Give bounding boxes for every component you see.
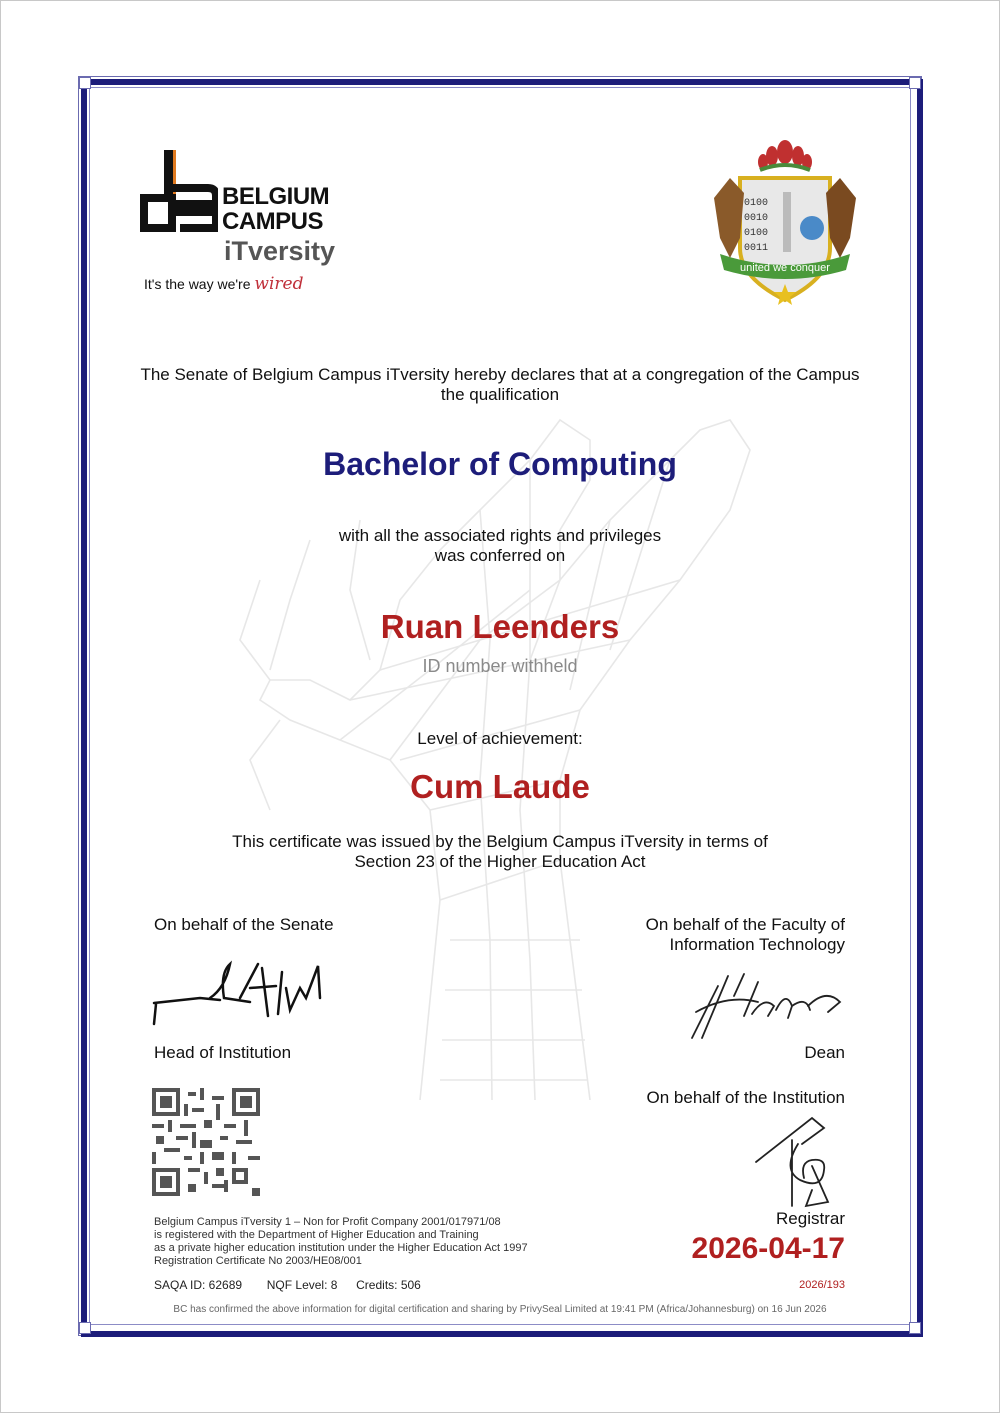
rights-line: was conferred on xyxy=(434,546,566,565)
head-of-institution-title: Head of Institution xyxy=(154,1043,292,1062)
bc-monogram-icon xyxy=(138,148,218,238)
accreditation-line: is registered with the Department of Higher Education and Training xyxy=(154,1229,479,1241)
registrar-title: Registrar xyxy=(776,1209,845,1228)
accreditation-line: as a private higher education institution under the Higher Education Act 1997 xyxy=(154,1242,528,1254)
accreditation-line: Belgium Campus iTversity 1 – Non for Profit Company 2001/017971/08 xyxy=(154,1216,501,1228)
faculty-label-line: On behalf of the Faculty of xyxy=(645,915,845,934)
achievement-level: Cum Laude xyxy=(410,768,590,805)
crest-binary: 0010 xyxy=(744,213,769,224)
faculty-signatory-label xyxy=(646,915,845,955)
recipient-id: ID number withheld xyxy=(422,656,578,676)
border-corner xyxy=(79,1322,91,1334)
registrar-signature xyxy=(752,1110,842,1210)
dean-signature xyxy=(688,966,848,1042)
nqf-level: NQF Level: 8 xyxy=(266,1278,338,1292)
issuance-line: Section 23 of the Higher Education Act xyxy=(354,852,646,871)
recipient-name: Ruan Leenders xyxy=(380,608,620,645)
logo-line-belgium: BELGIUM xyxy=(222,183,330,210)
institution-signatory-label: On behalf of the Institution xyxy=(646,1088,845,1107)
issuance-statement xyxy=(100,832,900,872)
credits: Credits: 506 xyxy=(356,1278,421,1292)
faculty-label-line: Information Technology xyxy=(669,935,845,954)
senate-declaration xyxy=(100,365,900,405)
senate-signatory-label: On behalf of the Senate xyxy=(154,915,334,934)
accreditation-statement xyxy=(154,1216,528,1268)
issue-date: 2026-04-17 xyxy=(691,1232,845,1265)
rights-line: with all the associated rights and privileges xyxy=(338,526,662,545)
saqa-id: SAQA ID: 62689 xyxy=(154,1278,243,1292)
crest-binary: 0011 xyxy=(744,243,769,254)
head-of-institution-signature xyxy=(150,958,330,1028)
crest-motto: united we conquer xyxy=(740,262,830,274)
border-corner xyxy=(909,1322,921,1334)
border-corner xyxy=(79,77,91,89)
university-crest-icon xyxy=(700,138,870,308)
verification-qr-code[interactable] xyxy=(152,1088,260,1196)
logo-tagline-script: wired xyxy=(254,274,304,294)
crest-binary: 0100 xyxy=(744,228,769,239)
issuance-line: This certificate was issued by the Belgium Campus iTversity in terms of xyxy=(232,832,768,851)
senate-declaration-line: The Senate of Belgium Campus iTversity hereby declares that at a congregation of the Campus xyxy=(140,365,860,384)
dean-title: Dean xyxy=(804,1043,845,1062)
qualification-codes xyxy=(154,1278,421,1292)
logo-tagline: It's the way we're xyxy=(144,276,251,292)
logo-line-campus: CAMPUS xyxy=(222,208,324,235)
certificate-reference: 2026/193 xyxy=(799,1279,845,1291)
digital-certification-notice: BC has confirmed the above information for digital certification and sharing by PrivySeal Limited at 19:41 PM (Africa/Johannesburg) on 16 Jun 2026 xyxy=(173,1304,827,1315)
achievement-label: Level of achievement: xyxy=(417,729,583,748)
senate-declaration-line: the qualification xyxy=(440,385,560,404)
degree-title: Bachelor of Computing xyxy=(323,446,677,482)
crest-binary: 0100 xyxy=(744,198,769,209)
accreditation-line: Registration Certificate No 2003/HE08/001 xyxy=(154,1255,362,1267)
belgium-campus-logo xyxy=(138,148,353,298)
rights-statement xyxy=(100,526,900,566)
logo-line-itversity: iTversity xyxy=(224,236,336,266)
border-corner xyxy=(909,77,921,89)
